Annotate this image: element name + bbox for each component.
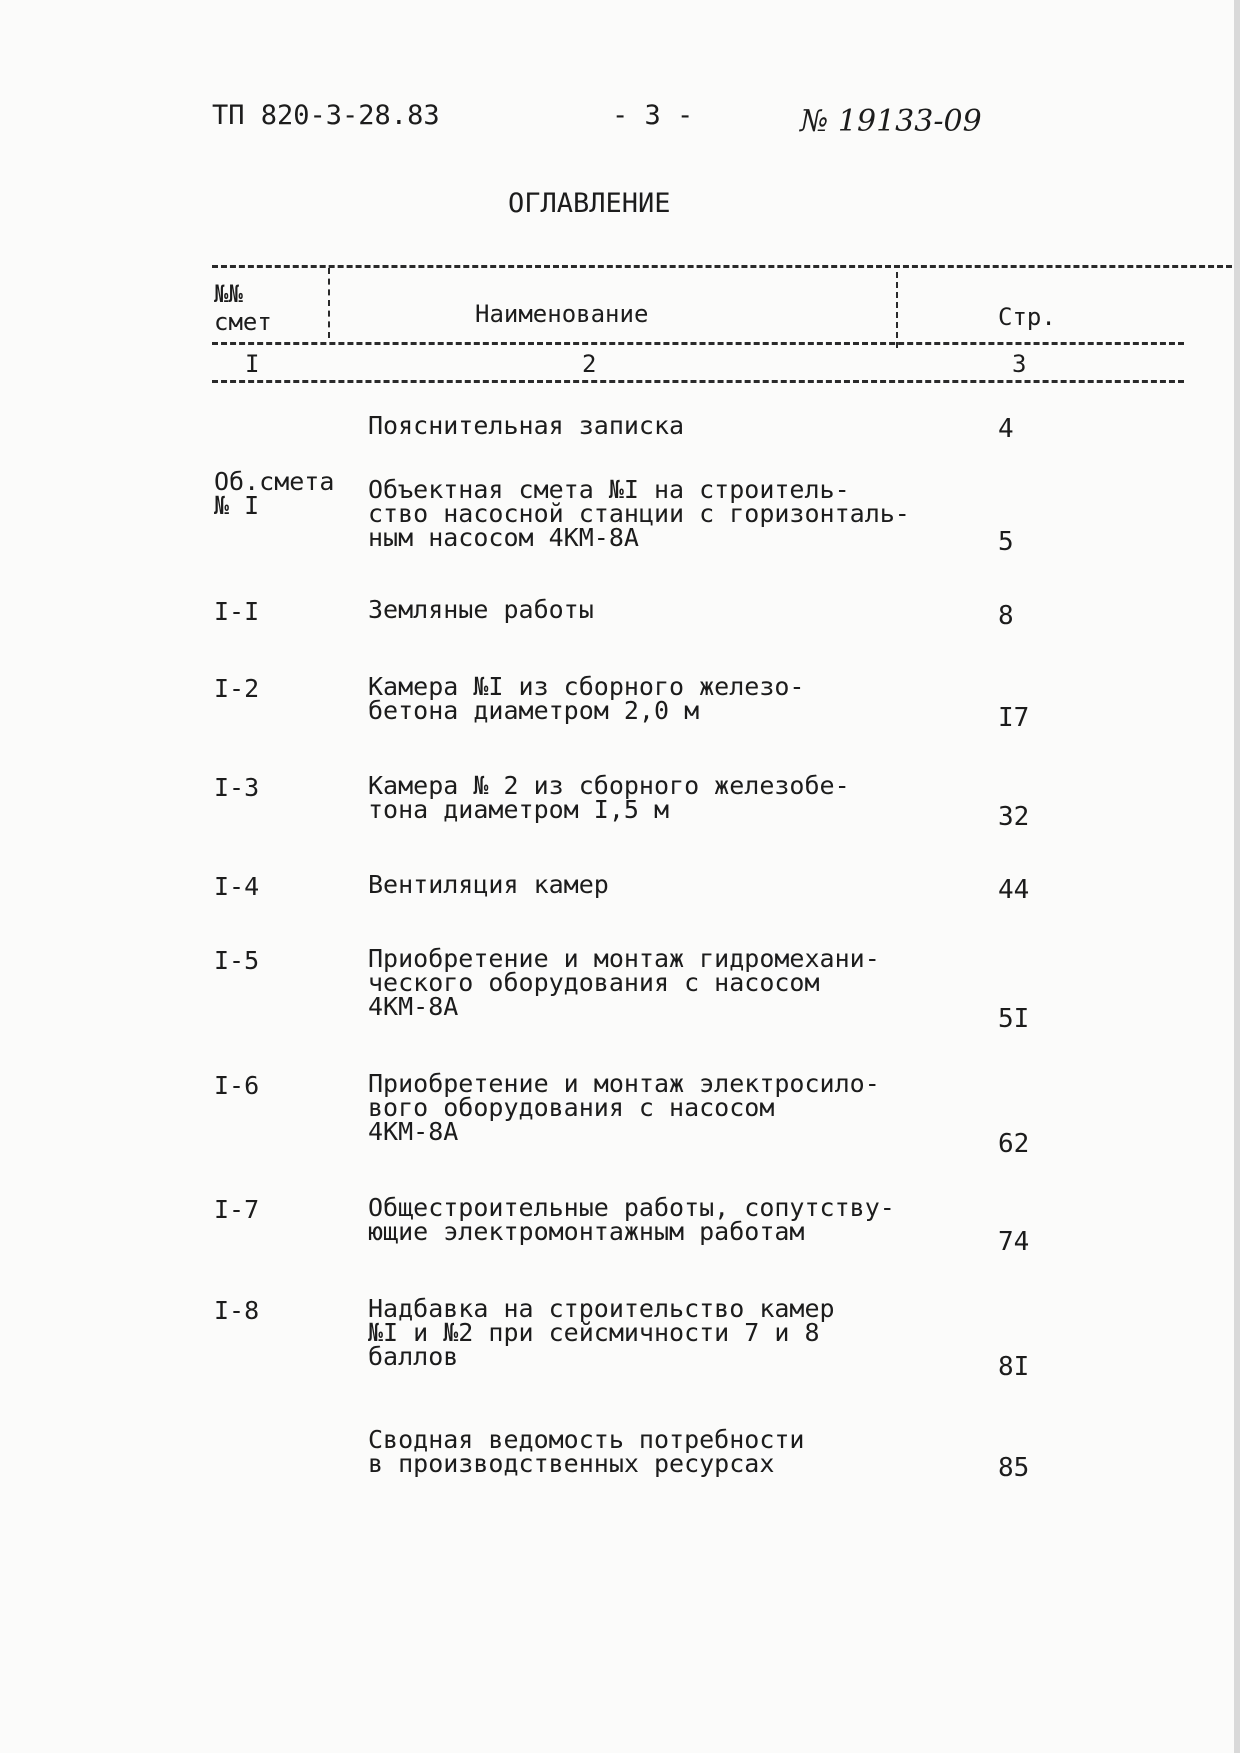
toc-row-code: I-4 xyxy=(214,872,260,901)
toc-row-title: Камера № 2 из сборного железобе- тона диаметром I,5 м xyxy=(368,771,850,824)
toc-row-code: I-7 xyxy=(214,1195,260,1224)
toc-row-code: I-I xyxy=(214,597,260,626)
toc-row-page: 8I xyxy=(998,1352,1030,1382)
archive-number: № 19133-09 xyxy=(800,104,982,139)
col-divider-2 xyxy=(896,272,898,348)
toc-row-page: I7 xyxy=(998,703,1030,733)
toc-row-code: Об.смета № I xyxy=(214,467,335,520)
toc-row-code: I-6 xyxy=(214,1071,260,1100)
col-number-1: I xyxy=(245,350,260,378)
toc-row-title: Пояснительная записка xyxy=(368,411,685,440)
toc-row-title: Приобретение и монтаж электросило- вого оборудования с насосом 4КМ-8А xyxy=(368,1069,880,1146)
col-header-number: №№ смет xyxy=(214,280,272,336)
header-mid-rule xyxy=(212,342,1184,345)
scan-edge xyxy=(1234,0,1240,1753)
toc-row-page: 5I xyxy=(998,1004,1030,1034)
toc-row-page: 32 xyxy=(998,802,1030,832)
toc-row-page: 44 xyxy=(998,875,1030,905)
toc-row-title: Земляные работы xyxy=(368,595,594,624)
toc-row-title: Приобретение и монтаж гидромехани- ческого оборудования с насосом 4КМ-8А xyxy=(368,944,880,1021)
toc-row-title: Камера №I из сборного железо- бетона диаметром 2,0 м xyxy=(368,672,805,725)
header-bottom-rule xyxy=(212,380,1184,383)
col-header-page: Стр. xyxy=(998,303,1056,331)
toc-row-code: I-8 xyxy=(214,1296,260,1325)
col-number-2: 2 xyxy=(582,350,597,378)
toc-row-code: I-5 xyxy=(214,946,260,975)
toc-row-page: 8 xyxy=(998,601,1014,631)
page-title: ОГЛАВЛЕНИЕ xyxy=(508,188,671,219)
col-header-name: Наименование xyxy=(475,300,649,328)
toc-row-page: 4 xyxy=(998,414,1014,444)
doc-code: ТП 820-3-28.83 xyxy=(212,100,440,131)
col-divider-1 xyxy=(328,268,330,338)
table-top-rule xyxy=(212,265,1232,268)
toc-row-code: I-2 xyxy=(214,674,260,703)
col-number-3: 3 xyxy=(1012,350,1027,378)
toc-row-title: Надбавка на строительство камер №I и №2 при сейсмичности 7 и 8 баллов xyxy=(368,1294,835,1371)
toc-row-page: 5 xyxy=(998,527,1014,557)
toc-row-code: I-3 xyxy=(214,773,260,802)
toc-row-page: 62 xyxy=(998,1129,1030,1159)
toc-row-title: Объектная смета №I на строитель- ство насосной станции с горизонталь- ным насосом 4КМ-8А xyxy=(368,475,910,552)
toc-row-title: Общестроительные работы, сопутству- ющие электромонтажным работам xyxy=(368,1193,895,1246)
toc-row-page: 74 xyxy=(998,1227,1030,1257)
page-marker: - 3 - xyxy=(612,100,694,131)
toc-row-title: Сводная ведомость потребности в производственных ресурсах xyxy=(368,1425,805,1478)
toc-row-page: 85 xyxy=(998,1453,1030,1483)
toc-row-title: Вентиляция камер xyxy=(368,870,609,899)
